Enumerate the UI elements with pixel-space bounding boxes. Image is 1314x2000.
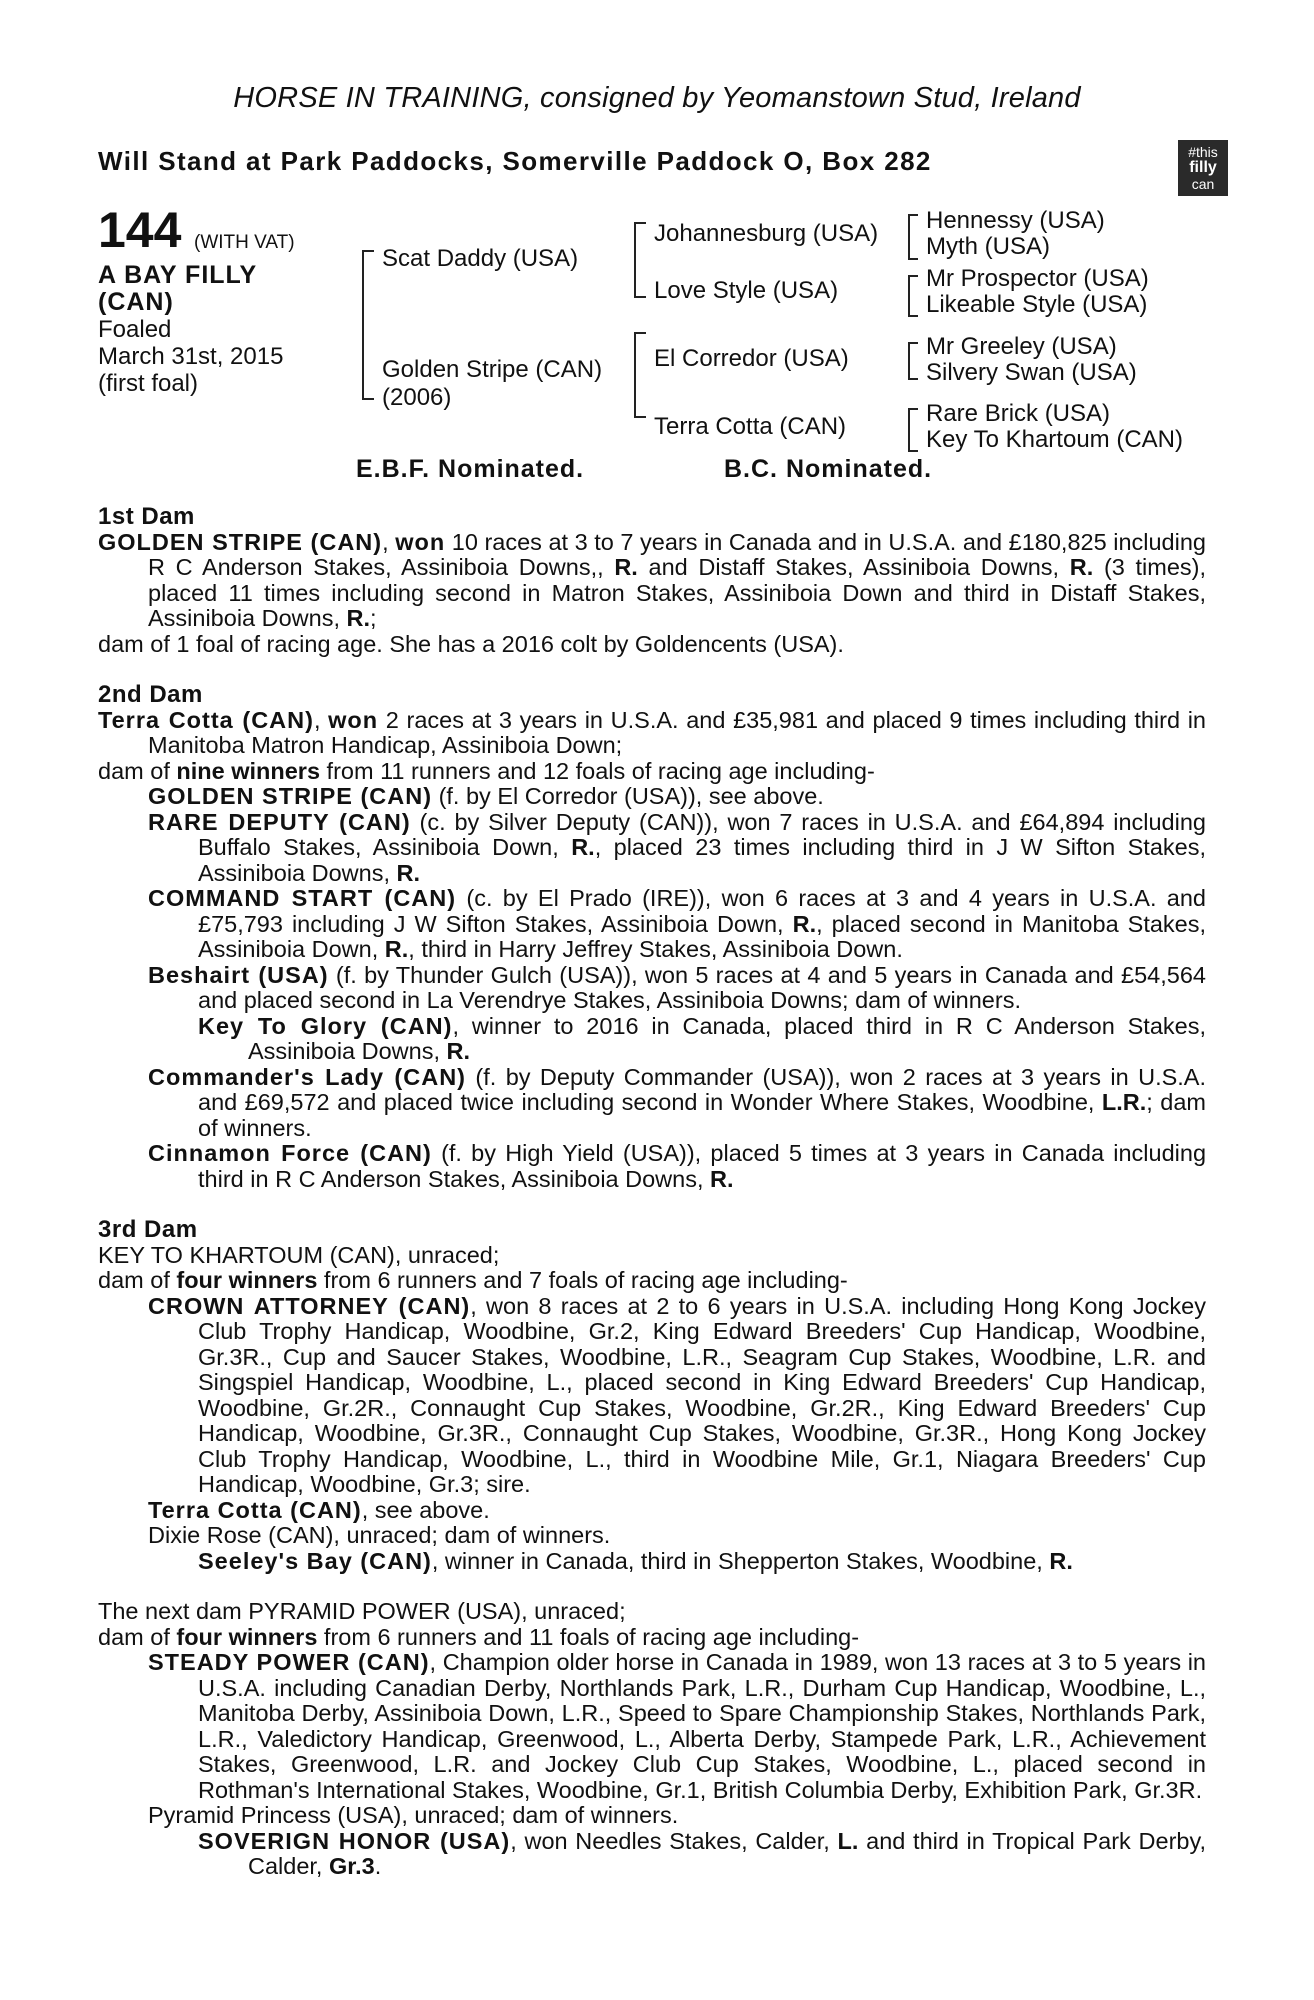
- race-grade: R.: [446, 1038, 471, 1064]
- pedigree-g3: Mr Prospector (USA): [926, 265, 1149, 292]
- vat-note: (WITH VAT): [194, 232, 295, 253]
- horse-name: Terra Cotta (CAN): [98, 706, 314, 733]
- pedigree-g7: Rare Brick (USA): [926, 400, 1111, 427]
- horse-name: Seeley's Bay (CAN): [198, 1547, 432, 1574]
- record-text: , placed 23 times including third in J W Sifton Stakes, Assiniboia Downs,: [198, 834, 1206, 886]
- third-dam-heading: 3rd Dam: [98, 1216, 198, 1243]
- record-text: , won Needles Stakes, Calder,: [510, 1827, 830, 1854]
- logo-line: can: [1191, 176, 1215, 192]
- progeny-entry: [98, 1829, 1206, 1880]
- brace: [908, 408, 918, 452]
- first-dam-heading: 1st Dam: [98, 503, 195, 530]
- race-grade: R.: [396, 859, 421, 886]
- progeny-entry: [98, 1065, 1206, 1142]
- race-grade: Gr.3: [329, 1853, 375, 1879]
- record-text: from 6 runners and 7 foals of racing age including-: [323, 1267, 848, 1293]
- record-text: and third in Tropical Park Derby, Calder,: [248, 1827, 1206, 1879]
- record-text: 10 races at 3 to 7 years in Canada and in U.S.A. and £180,825 including R C Anderson Stakes, Assiniboia Downs,: [148, 528, 1206, 580]
- brace: [908, 342, 918, 380]
- progeny-entry: [98, 886, 1206, 963]
- progeny-entry: [98, 810, 1206, 887]
- record-text: (c. by Silver Deputy (CAN)), won 7 races in U.S.A. and £64,894 including Buffalo Stakes, Assiniboia Down,: [198, 808, 1206, 860]
- logo-line: filly: [1189, 159, 1217, 176]
- race-grade: R.: [1069, 554, 1094, 580]
- record-text: , placed second in Manitoba Stakes, Assiniboia Down,: [198, 910, 1207, 962]
- pedigree-dam-year: (2006): [382, 384, 452, 411]
- record-text: dam of: [98, 1623, 170, 1650]
- record-text: (c. by El Prado (IRE)), won 6 races at 3 and 4 years in U.S.A. and £75,793 including J W Sifton Stakes, Assiniboia Down,: [198, 885, 1207, 937]
- pedigree-dam-dam: Terra Cotta (CAN): [654, 413, 847, 440]
- winners-count: four winners: [176, 1267, 318, 1293]
- record-text: , winner to 2016 in Canada, placed third in R C Anderson Stakes, Assiniboia Downs,: [248, 1012, 1206, 1064]
- next-dam-intro: The next dam PYRAMID POWER (USA), unraced;: [98, 1598, 626, 1624]
- record-text: 2 races at 3 years in U.S.A. and £35,981 and placed 9 times including third in Manitoba Matron Handicap, Assiniboia Down;: [148, 706, 1206, 758]
- pedigree-g2: Myth (USA): [926, 233, 1051, 260]
- brace: [634, 332, 646, 418]
- won-label: won: [395, 528, 446, 555]
- foaled-label: Foaled: [98, 316, 172, 343]
- next-dam-produce: [98, 1625, 1206, 1651]
- record-text: (f. by El Corredor (USA)), see above.: [438, 783, 824, 809]
- pedigree-sire: Scat Daddy (USA): [382, 245, 579, 272]
- winners-count: nine winners: [176, 757, 321, 784]
- horse-description: A BAY FILLY: [98, 261, 258, 289]
- record-text: , Champion older horse in Canada in 1989, won 13 races at 3 to 5 years in U.S.A. including Canadian Derby, Northlands Park, L.R., Durham Cup Handicap, Woodbine, L., Manitoba Derby, Assiniboia Down, L.R., Speed to Spare Championship Stakes, Northlands Park, L.R., Valedictory Handicap, Greenwood, L., Alberta Derby, Stampede Park, L.R., Achievement Stakes, Greenwood, L.R. and Jockey Club Cup Stakes, Woodbine, L., placed second in Rothman's International Stakes, Woodbine, Gr.1, British Columbia Derby, Exhibition Park, Gr.3R.: [198, 1649, 1206, 1803]
- bc-nomination: B.C. Nominated.: [724, 455, 933, 483]
- progeny-entry: [98, 784, 1206, 810]
- pedigree-g4: Likeable Style (USA): [926, 291, 1148, 318]
- record-text: (f. by High Yield (USA)), placed 5 times at 3 years in Canada including third in R C Anderson Stakes, Assiniboia Downs,: [198, 1140, 1207, 1192]
- winners-count: four winners: [176, 1623, 318, 1650]
- horse-country: (CAN): [98, 288, 174, 316]
- record-text: , see above.: [361, 1496, 490, 1523]
- record-text: , won 8 races at 2 to 6 years in U.S.A. including Hong Kong Jockey Club Trophy Handicap, Woodbine, Gr.2, King Edward Breeders' Cup Handicap, Woodbine, Gr.3R., Cup and Saucer Stakes, Woodbine, L.R., Seagram Cup Stakes, Woodbine, L.R. and Singspiel Handicap, Woodbine, L., placed second in King Edward Breeders' Cup Handicap, Woodbine, Gr.2R., Connaught Cup Stakes, Woodbine, Gr.2R., King Edward Breeders' Cup Handicap, Woodbine, Gr.3R., Connaught Cup Stakes, Woodbine, Gr.3R., Hong Kong Jockey Club Trophy Handicap, Woodbine, L., third in Woodbine Mile, Gr.1, Niagara Breeders' Cup Handicap, Woodbine, Gr.3; sire.: [198, 1292, 1207, 1497]
- record-text: dam of: [98, 757, 170, 784]
- horse-name: GOLDEN STRIPE (CAN): [98, 528, 383, 555]
- pedigree-g8: Key To Khartoum (CAN): [926, 426, 1183, 453]
- horse-name: Key To Glory (CAN): [198, 1012, 453, 1039]
- horse-name: Cinnamon Force (CAN): [148, 1140, 432, 1166]
- ebf-nomination: E.B.F. Nominated.: [356, 455, 585, 483]
- catalogue-body: [98, 504, 1206, 1880]
- race-grade: R.: [571, 834, 595, 860]
- hashtag-logo: [1178, 140, 1228, 196]
- third-dam-produce: [98, 1268, 1206, 1294]
- horse-name: Terra Cotta (CAN): [148, 1496, 362, 1523]
- record-text: , winner in Canada, third in Shepperton Stakes, Woodbine,: [431, 1547, 1043, 1574]
- pedigree-sire-sire: Johannesburg (USA): [654, 220, 879, 247]
- record-text: ; dam of winners.: [198, 1089, 1206, 1141]
- horse-name: STEADY POWER (CAN): [148, 1649, 430, 1675]
- pedigree-dam-sire: El Corredor (USA): [654, 345, 849, 372]
- record-text: .: [374, 1853, 382, 1879]
- record-text: , third in Harry Jeffrey Stakes, Assiniboia Down.: [408, 936, 903, 962]
- pedigree-dam: Golden Stripe (CAN): [382, 356, 603, 383]
- brace: [908, 214, 918, 260]
- record-text: from 6 runners and 11 foals of racing age including-: [323, 1623, 860, 1650]
- progeny-entry: [98, 963, 1206, 1014]
- page-title: HORSE IN TRAINING, consigned by Yeomanstown Stud, Ireland: [233, 82, 1081, 114]
- pedigree-g5: Mr Greeley (USA): [926, 333, 1117, 360]
- pedigree-g1: Hennessy (USA): [926, 207, 1105, 234]
- race-grade: R.: [614, 554, 638, 580]
- horse-name: COMMAND START (CAN): [148, 885, 457, 911]
- record-text: dam of: [98, 1267, 170, 1293]
- first-dam-record: GOLDEN STRIPE (CAN), won 10 races at 3 to 7 years in Canada and in U.S.A. and £180,825 including R C Anderson Stakes, Assiniboia Downs,, R. and Distaff Stakes, Assiniboia Downs, R. (3 times), placed 11 times including second in Matron Stakes, Assiniboia Down and third in Distaff Stakes, Assiniboia Downs, R.;: [98, 528, 1206, 631]
- record-text: (f. by Deputy Commander (USA)), won 2 races at 3 years in U.S.A. and £69,572 and placed twice including second in Wonder Where Stakes, Woodbine,: [198, 1063, 1207, 1115]
- progeny-entry: Dixie Rose (CAN), unraced; dam of winners.: [148, 1522, 611, 1548]
- horse-name: CROWN ATTORNEY (CAN): [148, 1292, 471, 1319]
- progeny-entry: [98, 1650, 1206, 1803]
- lot-number: 144: [98, 202, 182, 258]
- stand-location: Will Stand at Park Paddocks, Somerville Paddock O, Box 282: [98, 146, 932, 176]
- foaled-date: March 31st, 2015: [98, 343, 284, 370]
- record-text: (f. by Thunder Gulch (USA)), won 5 races at 4 and 5 years in Canada and £54,564 and placed second in La Verendrye Stakes, Assiniboia Downs; dam of winners.: [198, 961, 1206, 1013]
- progeny-entry: [98, 1141, 1206, 1192]
- race-grade: L.: [837, 1827, 859, 1854]
- won-label: won: [328, 706, 379, 733]
- third-dam-record: KEY TO KHARTOUM (CAN), unraced;: [98, 1241, 500, 1268]
- record-text: (3 times), placed 11 times including second in Matron Stakes, Assiniboia Down and third in Distaff Stakes, Assiniboia Downs,: [148, 554, 1206, 631]
- record-text: and Distaff Stakes, Assiniboia Downs,: [648, 554, 1060, 580]
- record-text: ;: [370, 605, 377, 631]
- race-grade: R.: [792, 910, 817, 937]
- foal-note: (first foal): [98, 370, 199, 397]
- horse-name: GOLDEN STRIPE (CAN): [148, 783, 433, 809]
- horse-name: SOVERIGN HONOR (USA): [198, 1827, 511, 1854]
- pedigree-g6: Silvery Swan (USA): [926, 359, 1137, 386]
- race-grade: R.: [384, 936, 409, 962]
- logo-line: #this: [1188, 144, 1218, 160]
- horse-name: RARE DEPUTY (CAN): [148, 808, 411, 835]
- brace: [362, 250, 374, 400]
- progeny-entry: [98, 1014, 1206, 1065]
- race-grade: R.: [710, 1165, 734, 1192]
- race-grade: R.: [346, 605, 371, 631]
- horse-name: Beshairt (USA): [148, 961, 329, 988]
- progeny-entry: [98, 1549, 1206, 1575]
- progeny-entry: [98, 1294, 1206, 1498]
- second-dam-record: Terra Cotta (CAN), won 2 races at 3 years in U.S.A. and £35,981 and placed 9 times including third in Manitoba Matron Handicap, Assiniboia Down;: [98, 706, 1206, 758]
- brace: [908, 275, 918, 317]
- first-dam-produce: dam of 1 foal of racing age. She has a 2016 colt by Goldencents (USA).: [98, 630, 844, 657]
- record-text: from 11 runners and 12 foals of racing age including-: [326, 757, 875, 784]
- race-grade: L.R.: [1101, 1089, 1147, 1115]
- pedigree-sire-dam: Love Style (USA): [654, 277, 839, 304]
- progeny-entry: Pyramid Princess (USA), unraced; dam of winners.: [148, 1802, 679, 1828]
- second-dam-produce: [98, 759, 1206, 785]
- second-dam-heading: 2nd Dam: [98, 681, 203, 708]
- race-grade: R.: [1049, 1547, 1073, 1574]
- progeny-entry: [98, 1498, 1206, 1524]
- lot-description: [98, 262, 283, 397]
- brace: [634, 222, 646, 298]
- horse-name: Commander's Lady (CAN): [148, 1063, 466, 1090]
